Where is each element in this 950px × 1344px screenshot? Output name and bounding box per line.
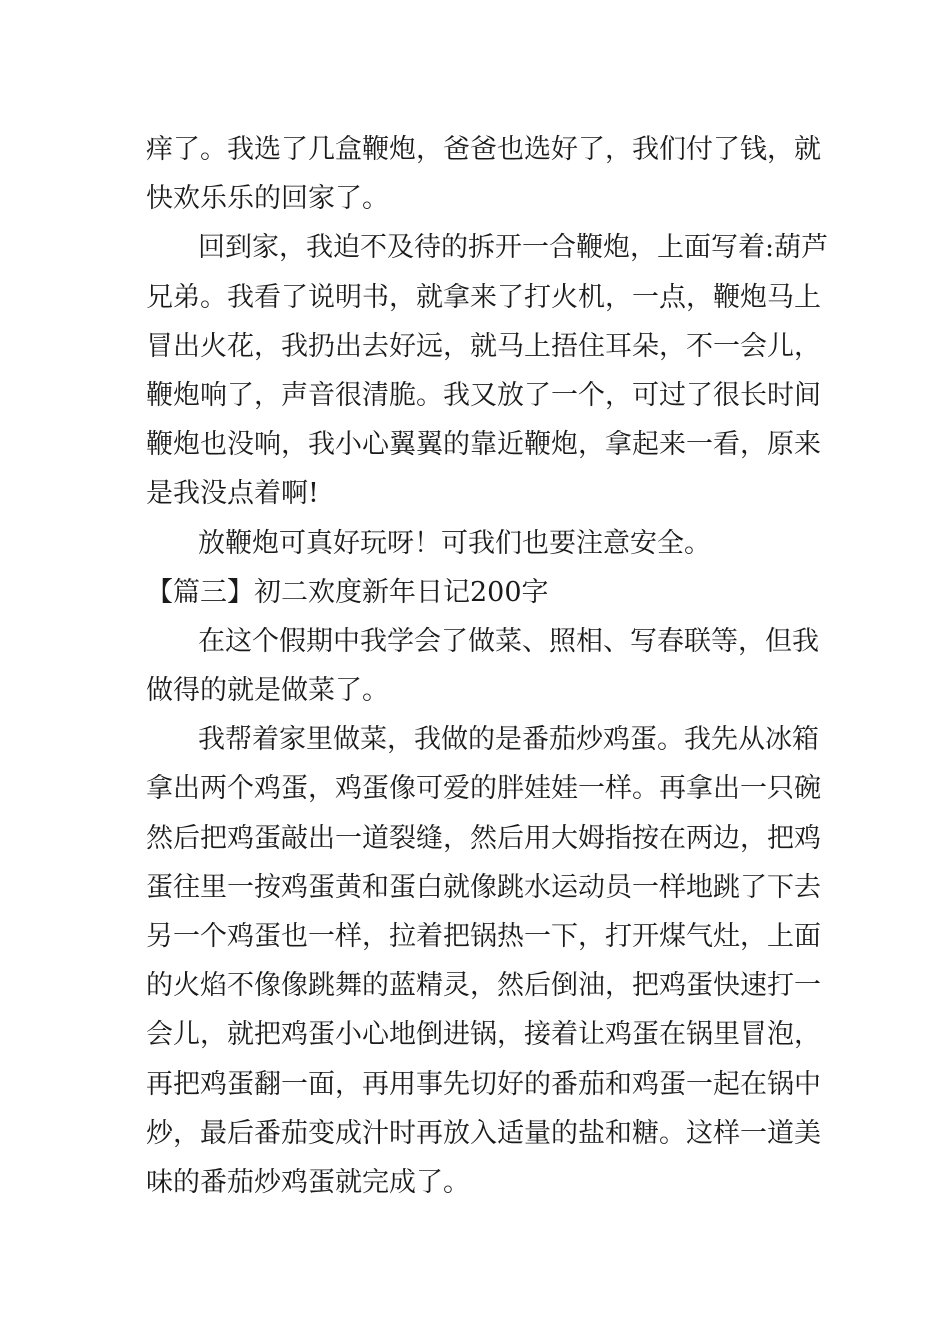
text-line: 再把鸡蛋翻一面，再用事先切好的番茄和鸡蛋一起在锅中 [146, 1068, 821, 1100]
text-line: 另一个鸡蛋也一样，拉着把锅热一下，打开煤气灶，上面 [146, 921, 821, 952]
text-line: 痒了。我选了几盒鞭炮，爸爸也选好了，我们付了钱，就 [146, 134, 821, 165]
text-line: 鞭炮也没响，我小心翼翼的靠近鞭炮，拿起来一看，原来 [146, 429, 821, 461]
text-line: 的火焰不像像跳舞的蓝精灵，然后倒油，把鸡蛋快速打一 [146, 970, 821, 1002]
paragraph-start-line: 我帮着家里做菜，我做的是番茄炒鸡蛋。我先从冰箱 [198, 724, 819, 756]
text-line: 鞭炮响了，声音很清脆。我又放了一个，可过了很长时间 [146, 379, 821, 411]
text-line: 冒出火花，我扔出去好远，就马上捂住耳朵，不一会儿， [146, 330, 821, 362]
text-line: 炒，最后番茄变成汁时再放入适量的盐和糖。这样一道美 [146, 1117, 821, 1149]
text-line: 会儿，就把鸡蛋小心地倒进锅，接着让鸡蛋在锅里冒泡， [146, 1019, 821, 1051]
text-line: 做得的就是做菜了。 [146, 675, 389, 707]
text-line: 是我没点着啊! [146, 478, 319, 510]
text-line: 快欢乐乐的回家了。 [146, 183, 389, 215]
text-line: 兄弟。我看了说明书，就拿来了打火机，一点，鞭炮马上 [146, 281, 821, 313]
text-line: 拿出两个鸡蛋，鸡蛋像可爱的胖娃娃一样。再拿出一只碗 [146, 773, 821, 805]
text-line: 蛋往里一按鸡蛋黄和蛋白就像跳水运动员一样地跳了下去 [146, 871, 821, 903]
paragraph-start-line: 放鞭炮可真好玩呀！可我们也要注意安全。 [198, 527, 711, 559]
paragraph-start-line: 回到家，我迫不及待的拆开一合鞭炮，上面写着:葫芦 [198, 232, 829, 264]
text-line: 然后把鸡蛋敲出一道裂缝，然后用大姆指按在两边，把鸡 [146, 822, 821, 854]
section-heading: 【篇三】初二欢度新年日记200字 [146, 576, 549, 608]
text-line: 味的番茄炒鸡蛋就完成了。 [146, 1166, 470, 1198]
paragraph-start-line: 在这个假期中我学会了做菜、照相、写春联等，但我 [198, 625, 819, 657]
article-body [146, 125, 829, 1207]
